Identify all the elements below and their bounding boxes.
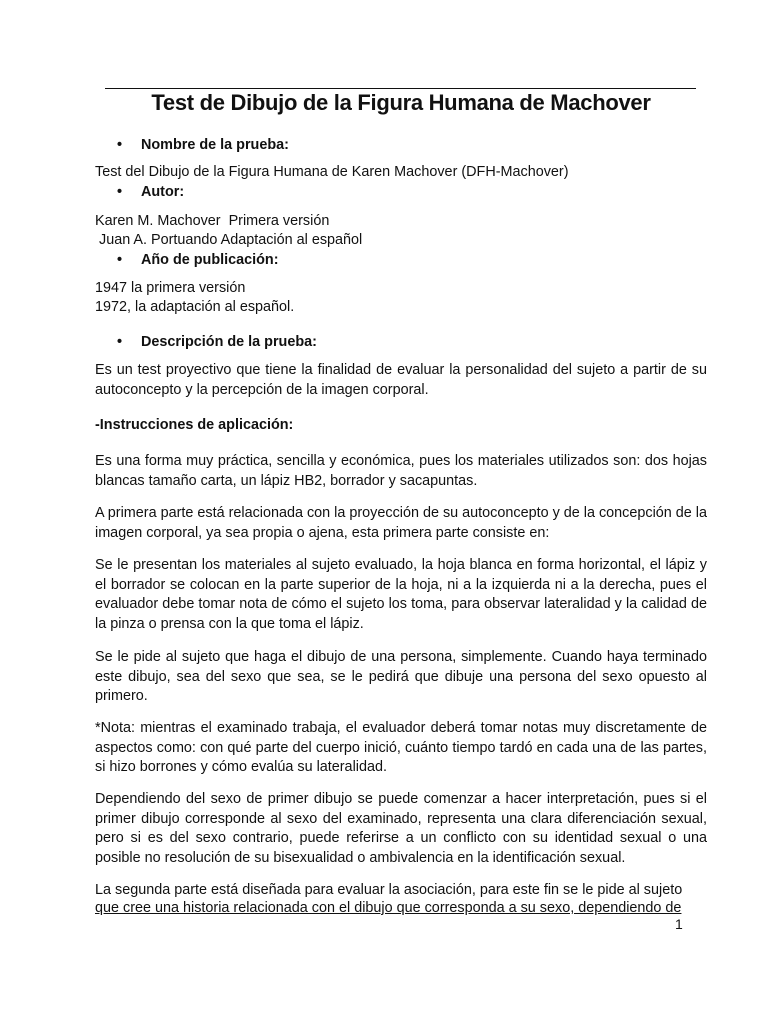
bullet-dot-icon: • xyxy=(117,137,123,153)
paragraph-second-part-line-2: que cree una historia relacionada con el dibujo que corresponda a su sexo, dependiendo de xyxy=(95,900,682,916)
bullet-description-heading xyxy=(117,333,317,353)
paragraph-second-part-line-1: La segunda parte está diseñada para evaluar la asociación, para este fin se le pide al sujeto xyxy=(95,882,683,898)
bullet-year-heading xyxy=(117,251,279,271)
bullet-dot-icon: • xyxy=(117,252,123,268)
instructions-heading: -Instrucciones de aplicación: xyxy=(95,417,294,433)
description-heading: Descripción de la prueba: xyxy=(141,334,317,350)
paragraph-note: *Nota: mientras el examinado trabaja, el evaluador deberá tomar notas muy discretamente de aspectos como: con qué parte del cuerpo inició, cuánto tiempo tardó en cada una de las partes, si hizo borrones y cómo evalúa su lateralidad. xyxy=(95,720,707,775)
author-line-2: Juan A. Portuando Adaptación al español xyxy=(95,232,363,248)
paragraph-materials: Es una forma muy práctica, sencilla y económica, pues los materiales utilizados son: dos hojas blancas tamaño carta, un lápiz HB2, borrador y sacapuntas. xyxy=(95,453,707,489)
year-line-2: 1972, la adaptación al español. xyxy=(95,299,295,315)
bullet-author-heading xyxy=(117,183,184,203)
year-heading: Año de publicación: xyxy=(141,252,279,268)
bullet-dot-icon: • xyxy=(117,184,123,200)
paragraph-interpretation: Dependiendo del sexo de primer dibujo se puede comenzar a hacer interpretación, pues si el primer dibujo corresponde al sexo del examinado, representa una clara diferenciación sexual, pero si es del sexo contrario, puede referirse a un conflicto con su identidad sexual o una posible no resolución de su bisexualidad o ambivalencia en la identificación sexual. xyxy=(95,791,707,866)
name-heading: Nombre de la prueba: xyxy=(141,137,289,153)
paragraph-first-part: A primera parte está relacionada con la proyección de su autoconcepto y de la concepción de la imagen corporal, ya sea propia o ajena, esta primera parte consiste en: xyxy=(95,505,707,541)
document-title: Test de Dibujo de la Figura Humana de Machover xyxy=(151,90,651,115)
name-text: Test del Dibujo de la Figura Humana de Karen Machover (DFH-Machover) xyxy=(95,164,569,180)
year-line-1: 1947 la primera versión xyxy=(95,280,246,296)
paragraph-drawing-request: Se le pide al sujeto que haga el dibujo de una persona, simplemente. Cuando haya terminado este dibujo, sea del sexo que sea, se le pedirá que dibuje una persona del sexo opuesto al primero. xyxy=(95,649,707,704)
paragraph-presentation: Se le presentan los materiales al sujeto evaluado, la hoja blanca en forma horizontal, el lápiz y el borrador se colocan en la parte superior de la hoja, ni a la izquierda ni a la derecha, pues el evaluador debe tomar nota de cómo el sujeto los toma, para observar lateralidad y la calidad de la pinza o prensa con la que toma el lápiz. xyxy=(95,557,707,632)
bullet-dot-icon: • xyxy=(117,334,123,350)
page-number: 1 xyxy=(675,916,683,932)
description-text: Es un test proyectivo que tiene la finalidad de evaluar la personalidad del sujeto a partir de su autoconcepto y la percepción de la imagen corporal. xyxy=(95,362,707,398)
author-line-1: Karen M. Machover Primera versión xyxy=(95,213,330,229)
bullet-name-heading xyxy=(117,136,289,156)
document-page xyxy=(95,0,707,1024)
author-heading: Autor: xyxy=(141,184,185,200)
